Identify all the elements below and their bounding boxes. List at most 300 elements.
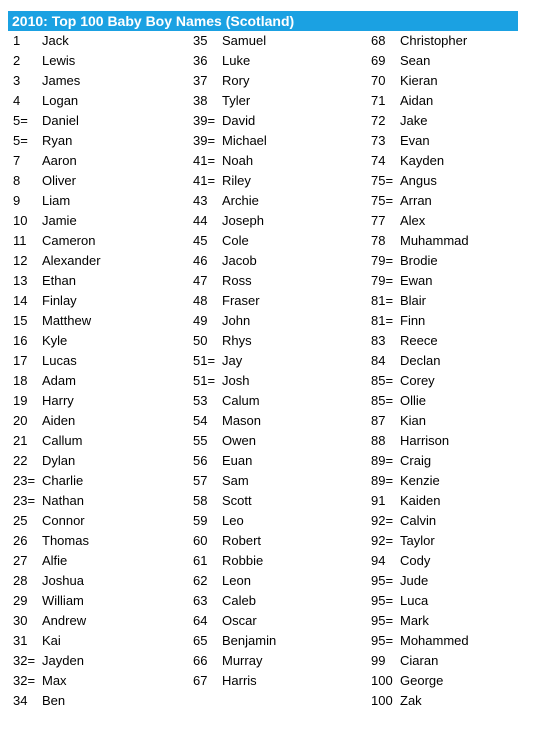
list-item [13, 651, 101, 671]
name-cell: Daniel [42, 113, 79, 128]
name-cell: Thomas [42, 533, 89, 548]
list-item [13, 151, 101, 171]
list-item [371, 91, 469, 111]
list-item [13, 231, 101, 251]
list-item [193, 551, 276, 571]
rank-cell: 63 [193, 593, 208, 608]
rank-cell: 19 [13, 393, 28, 408]
rank-cell: 46 [193, 253, 208, 268]
name-cell: Christopher [400, 33, 468, 48]
name-cell: Scott [222, 493, 252, 508]
list-item [193, 411, 276, 431]
list-item [13, 631, 101, 651]
name-cell: Nathan [42, 493, 84, 508]
list-item [371, 611, 469, 631]
name-cell: Finn [400, 313, 426, 328]
rank-cell: 81= [371, 293, 394, 308]
name-cell: Lewis [42, 53, 76, 68]
name-cell: Finlay [42, 293, 77, 308]
rank-cell: 16 [13, 333, 28, 348]
rank-cell: 50 [193, 333, 208, 348]
name-cell: Samuel [222, 33, 267, 48]
rank-cell: 74 [371, 153, 386, 168]
rank-cell: 26 [13, 533, 28, 548]
list-item [13, 91, 101, 111]
name-cell: Calum [222, 393, 260, 408]
name-cell: Joshua [42, 573, 84, 588]
rank-cell: 34 [13, 693, 28, 708]
rank-cell: 30 [13, 613, 28, 628]
list-item [371, 131, 469, 151]
list-item [13, 51, 101, 71]
rank-cell: 58 [193, 493, 208, 508]
name-cell: Ben [42, 693, 66, 708]
rank-cell: 84 [371, 353, 386, 368]
name-cell: Benjamin [222, 633, 277, 648]
list-item [193, 651, 276, 671]
rank-cell: 92= [371, 533, 394, 548]
rank-cell: 89= [371, 453, 394, 468]
name-cell: Luke [222, 53, 251, 68]
name-cell: Kai [42, 633, 61, 648]
rank-cell: 94 [371, 553, 386, 568]
list-item [193, 631, 276, 651]
list-item [13, 671, 101, 691]
list-item [13, 251, 101, 271]
name-cell: Blair [400, 293, 427, 308]
list-item [193, 591, 276, 611]
list-item [13, 311, 101, 331]
name-cell: Aaron [42, 153, 77, 168]
name-cell: Aidan [400, 93, 434, 108]
rank-cell: 88 [371, 433, 386, 448]
rank-cell: 41= [193, 153, 216, 168]
list-item [371, 171, 469, 191]
name-cell: Ethan [42, 273, 76, 288]
rank-cell: 64 [193, 613, 208, 628]
list-item [13, 211, 101, 231]
name-cell: Josh [222, 373, 250, 388]
names-table [8, 31, 518, 731]
rank-cell: 91 [371, 493, 386, 508]
name-cell: Ross [222, 273, 252, 288]
list-item [193, 431, 276, 451]
name-cell: David [222, 113, 256, 128]
name-cell: Harry [42, 393, 74, 408]
list-item [13, 491, 101, 511]
list-item [13, 431, 101, 451]
list-item [371, 431, 469, 451]
name-cell: Riley [222, 173, 251, 188]
rank-cell: 15 [13, 313, 28, 328]
rank-cell: 100 [371, 693, 393, 708]
rank-cell: 60 [193, 533, 208, 548]
name-cell: Mohammed [400, 633, 469, 648]
list-item [13, 571, 101, 591]
list-item [371, 411, 469, 431]
name-cell: Joseph [222, 213, 264, 228]
rank-cell: 10 [13, 213, 28, 228]
list-item [371, 151, 469, 171]
list-item [193, 671, 276, 691]
rank-cell: 20 [13, 413, 28, 428]
name-cell: Taylor [400, 533, 435, 548]
list-item [371, 651, 469, 671]
rank-cell: 22 [13, 453, 28, 468]
rank-cell: 32= [13, 653, 36, 668]
rank-cell: 95= [371, 633, 394, 648]
name-cell: Harris [222, 673, 257, 688]
rank-cell: 7 [13, 153, 21, 168]
name-cell: William [42, 593, 84, 608]
name-cell: Alex [400, 213, 426, 228]
rank-cell: 73 [371, 133, 386, 148]
rank-cell: 77 [371, 213, 386, 228]
list-item [13, 31, 101, 51]
rank-cell: 47 [193, 273, 208, 288]
rank-cell: 51= [193, 373, 216, 388]
list-item [13, 511, 101, 531]
list-item [371, 691, 469, 711]
list-item [13, 331, 101, 351]
name-cell: Kaiden [400, 493, 441, 508]
list-item [371, 371, 469, 391]
list-item [13, 371, 101, 391]
name-cell: Ewan [400, 273, 433, 288]
name-cell: Caleb [222, 593, 256, 608]
list-item [13, 691, 101, 711]
rank-cell: 87 [371, 413, 386, 428]
name-cell: Cameron [42, 233, 96, 248]
list-item [193, 111, 276, 131]
list-item [371, 551, 469, 571]
name-cell: Kian [400, 413, 427, 428]
name-cell: Alfie [42, 553, 68, 568]
rank-cell: 49 [193, 313, 208, 328]
list-item [371, 491, 469, 511]
name-cell: Noah [222, 153, 254, 168]
name-cell: Cole [222, 233, 249, 248]
rank-cell: 83 [371, 333, 386, 348]
name-cell: Euan [222, 453, 253, 468]
name-cell: Muhammad [400, 233, 469, 248]
rank-cell: 72 [371, 113, 386, 128]
list-item [13, 191, 101, 211]
rank-cell: 67 [193, 673, 208, 688]
list-item [193, 151, 276, 171]
name-cell: Kenzie [400, 473, 440, 488]
rank-cell: 57 [193, 473, 208, 488]
name-cell: Reece [400, 333, 438, 348]
rank-cell: 5= [13, 133, 28, 148]
name-cell: Harrison [400, 433, 450, 448]
rank-cell: 48 [193, 293, 208, 308]
rank-cell: 44 [193, 213, 208, 228]
name-cell: Jayden [42, 653, 84, 668]
name-cell: Rory [222, 73, 250, 88]
list-item [193, 611, 276, 631]
list-item [13, 591, 101, 611]
list-item [371, 511, 469, 531]
rank-cell: 18 [13, 373, 28, 388]
list-item [193, 451, 276, 471]
rank-cell: 21 [13, 433, 28, 448]
rank-cell: 37 [193, 73, 208, 88]
rank-cell: 8 [13, 173, 21, 188]
name-cell: Brodie [400, 253, 438, 268]
name-cell: Craig [400, 453, 432, 468]
list-item [371, 71, 469, 91]
name-cell: Jacob [222, 253, 257, 268]
rank-cell: 59 [193, 513, 208, 528]
name-cell: Leo [222, 513, 244, 528]
rank-cell: 28 [13, 573, 28, 588]
spreadsheet [8, 11, 518, 731]
rank-cell: 85= [371, 393, 394, 408]
rank-cell: 53 [193, 393, 208, 408]
name-cell: Zak [400, 693, 422, 708]
rank-cell: 13 [13, 273, 28, 288]
name-cell: Ollie [400, 393, 427, 408]
rank-cell: 89= [371, 473, 394, 488]
rank-cell: 95= [371, 613, 394, 628]
list-item [193, 391, 276, 411]
list-item [371, 351, 469, 371]
list-item [193, 251, 276, 271]
name-cell: Kieran [400, 73, 438, 88]
rank-cell: 79= [371, 273, 394, 288]
names-column-2 [193, 31, 276, 691]
name-cell: Arran [400, 193, 432, 208]
rank-cell: 25 [13, 513, 28, 528]
list-item [193, 511, 276, 531]
list-item [193, 191, 276, 211]
list-item [371, 591, 469, 611]
rank-cell: 71 [371, 93, 386, 108]
rank-cell: 36 [193, 53, 208, 68]
list-item [371, 311, 469, 331]
list-item [193, 271, 276, 291]
list-item [13, 71, 101, 91]
names-column-3 [371, 31, 469, 711]
list-item [13, 391, 101, 411]
name-cell: Cody [400, 553, 431, 568]
rank-cell: 69 [371, 53, 386, 68]
rank-cell: 11 [13, 233, 27, 248]
rank-cell: 14 [13, 293, 28, 308]
list-item [13, 471, 101, 491]
list-item [371, 571, 469, 591]
rank-cell: 23= [13, 493, 36, 508]
rank-cell: 54 [193, 413, 208, 428]
rank-cell: 29 [13, 593, 28, 608]
list-item [371, 291, 469, 311]
rank-cell: 56 [193, 453, 208, 468]
list-item [371, 471, 469, 491]
name-cell: Liam [42, 193, 71, 208]
rank-cell: 75= [371, 193, 394, 208]
list-item [193, 171, 276, 191]
rank-cell: 3 [13, 73, 21, 88]
rank-cell: 85= [371, 373, 394, 388]
rank-cell: 23= [13, 473, 36, 488]
rank-cell: 32= [13, 673, 36, 688]
list-item [371, 31, 469, 51]
list-item [193, 211, 276, 231]
rank-cell: 65 [193, 633, 208, 648]
name-cell: Connor [42, 513, 85, 528]
list-item [371, 111, 469, 131]
rank-cell: 55 [193, 433, 208, 448]
name-cell: Fraser [222, 293, 260, 308]
rank-cell: 35 [193, 33, 208, 48]
list-item [193, 311, 276, 331]
name-cell: Max [42, 673, 67, 688]
list-item [371, 631, 469, 651]
rank-cell: 41= [193, 173, 216, 188]
name-cell: Calvin [400, 513, 437, 528]
rank-cell: 17 [13, 353, 28, 368]
rank-cell: 70 [371, 73, 386, 88]
name-cell: Mason [222, 413, 262, 428]
name-cell: Andrew [42, 613, 87, 628]
name-cell: Sam [222, 473, 249, 488]
rank-cell: 81= [371, 313, 394, 328]
name-cell: Robert [222, 533, 262, 548]
rank-cell: 4 [13, 93, 21, 108]
list-item [13, 291, 101, 311]
list-item [193, 351, 276, 371]
name-cell: Oscar [222, 613, 257, 628]
rank-cell: 95= [371, 593, 394, 608]
list-item [371, 251, 469, 271]
list-item [371, 451, 469, 471]
name-cell: Jake [400, 113, 428, 128]
rank-cell: 31 [13, 633, 28, 648]
name-cell: Owen [222, 433, 256, 448]
list-item [13, 111, 101, 131]
list-item [193, 131, 276, 151]
list-item [371, 231, 469, 251]
rank-cell: 92= [371, 513, 394, 528]
rank-cell: 95= [371, 573, 394, 588]
name-cell: Archie [222, 193, 259, 208]
rank-cell: 62 [193, 573, 208, 588]
list-item [13, 531, 101, 551]
name-cell: Murray [222, 653, 263, 668]
list-item [193, 331, 276, 351]
rank-cell: 51= [193, 353, 216, 368]
name-cell: Kayden [400, 153, 445, 168]
rank-cell: 45 [193, 233, 208, 248]
list-item [193, 531, 276, 551]
name-cell: Michael [222, 133, 267, 148]
list-item [193, 31, 276, 51]
rank-cell: 38 [193, 93, 208, 108]
rank-cell: 27 [13, 553, 28, 568]
name-cell: Robbie [222, 553, 264, 568]
list-item [193, 71, 276, 91]
name-cell: Mark [400, 613, 429, 628]
list-item [13, 451, 101, 471]
list-item [371, 531, 469, 551]
list-item [193, 371, 276, 391]
name-cell: Charlie [42, 473, 84, 488]
name-cell: Rhys [222, 333, 252, 348]
list-item [193, 51, 276, 71]
list-item [13, 171, 101, 191]
list-item [193, 231, 276, 251]
name-cell: Declan [400, 353, 441, 368]
rank-cell: 78 [371, 233, 386, 248]
name-cell: Jay [222, 353, 243, 368]
name-cell: Alexander [42, 253, 101, 268]
rank-cell: 68 [371, 33, 386, 48]
rank-cell: 75= [371, 173, 394, 188]
list-item [13, 351, 101, 371]
name-cell: Leon [222, 573, 251, 588]
rank-cell: 99 [371, 653, 386, 668]
list-item [371, 271, 469, 291]
name-cell: Tyler [222, 93, 251, 108]
name-cell: Angus [400, 173, 437, 188]
name-cell: Jude [400, 573, 429, 588]
list-item [371, 51, 469, 71]
rank-cell: 79= [371, 253, 394, 268]
rank-cell: 5= [13, 113, 28, 128]
names-column-1 [13, 31, 101, 711]
name-cell: Ryan [42, 133, 73, 148]
name-cell: Adam [42, 373, 76, 388]
name-cell: George [400, 673, 444, 688]
name-cell: John [222, 313, 251, 328]
list-item [371, 331, 469, 351]
list-item [193, 291, 276, 311]
name-cell: Evan [400, 133, 430, 148]
rank-cell: 66 [193, 653, 208, 668]
name-cell: Sean [400, 53, 431, 68]
list-item [193, 471, 276, 491]
name-cell: Ciaran [400, 653, 439, 668]
table-title: 2010: Top 100 Baby Boy Names (Scotland) [8, 11, 518, 31]
rank-cell: 12 [13, 253, 28, 268]
list-item [193, 91, 276, 111]
name-cell: Lucas [42, 353, 77, 368]
name-cell: Matthew [42, 313, 92, 328]
list-item [193, 571, 276, 591]
rank-cell: 39= [193, 113, 216, 128]
name-cell: Luca [400, 593, 429, 608]
list-item [13, 611, 101, 631]
rank-cell: 61 [193, 553, 208, 568]
list-item [13, 131, 101, 151]
rank-cell: 1 [13, 33, 21, 48]
name-cell: Corey [400, 373, 435, 388]
rank-cell: 2 [13, 53, 21, 68]
list-item [13, 551, 101, 571]
list-item [371, 391, 469, 411]
list-item [371, 671, 469, 691]
list-item [193, 491, 276, 511]
rank-cell: 43 [193, 193, 208, 208]
name-cell: Callum [42, 433, 83, 448]
name-cell: Jamie [42, 213, 77, 228]
list-item [371, 211, 469, 231]
name-cell: Kyle [42, 333, 68, 348]
name-cell: James [42, 73, 81, 88]
list-item [13, 411, 101, 431]
rank-cell: 100 [371, 673, 393, 688]
